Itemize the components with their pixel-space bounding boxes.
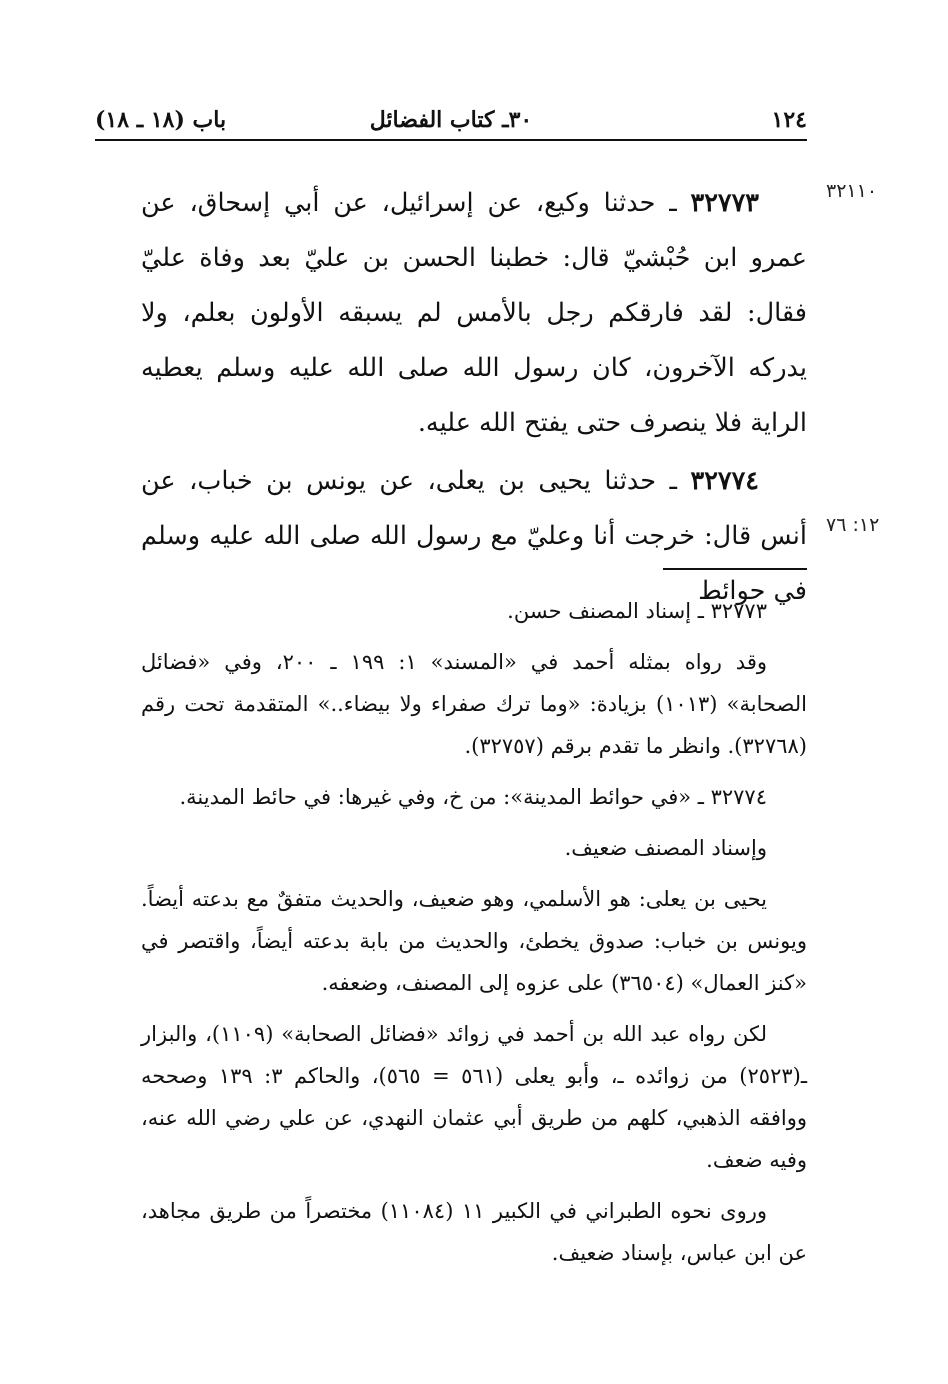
chapter-label: باب (١٨ ـ ١٨) xyxy=(95,107,227,133)
footnotes xyxy=(141,590,807,1283)
hadith-number: ٣٢٧٧٣ xyxy=(690,188,759,218)
hadith-text: ـ حدثنا يحيى بن يعلى، عن يونس بن خباب، عن أنس قال: خرجت أنا وعليّ مع رسول الله صلى الله عليه وسلم في حوائط xyxy=(141,466,807,606)
footnote-divider xyxy=(663,568,807,570)
footnote: لكن رواه عبد الله بن أحمد في زوائد «فضائل الصحابة» (١١٠٩)، والبزار ـ(٢٥٢٣) من زوائده ـ، وأبو يعلى (٥٦١ = ٥٦٥)، والحاكم ٣: ١٣٩ وصححه ووافقه الذهبي، كلهم من طريق أبي عثمان النهدي، عن علي رضي الله عنه، وفيه ضعف. xyxy=(141,1022,807,1172)
page-header xyxy=(95,95,807,141)
footnote: يحيى بن يعلى: هو الأسلمي، وهو ضعيف، والحديث متفقٌ مع بدعته أيضاً. ويونس بن خباب: صدوق يخطئ، والحديث من بابة بدعته أيضاً، واقتصر في «كنز العمال» (٣٦٥٠٤) على عزوه إلى المصنف، وضعفه. xyxy=(141,887,807,995)
hadith-block-1 xyxy=(141,176,807,451)
hadith-paragraph xyxy=(141,176,807,451)
footnote: وإسناد المصنف ضعيف. xyxy=(564,836,767,860)
footnote: وروى نحوه الطبراني في الكبير ١١ (١١٠٨٤) مختصراً من طريق مجاهد، عن ابن عباس، بإسناد ضعيف. xyxy=(141,1199,807,1265)
margin-reference-2: ١٢: ٧٦ xyxy=(826,514,880,536)
footnote: وقد رواه بمثله أحمد في «المسند» ١: ١٩٩ ـ ٢٠٠، وفي «فضائل الصحابة» (١٠١٣) بزيادة: «وما ترك صفراء ولا بيضاء..» المتقدمة تحت رقم (٣٢٧٦٨). وانظر ما تقدم برقم (٣٢٧٥٧). xyxy=(141,650,807,758)
hadith-number: ٣٢٧٧٤ xyxy=(690,466,759,496)
footnote: ٣٢٧٧٣ ـ إسناد المصنف حسن. xyxy=(507,599,767,623)
hadith-text: ـ حدثنا وكيع، عن إسرائيل، عن أبي إسحاق، عن عمرو ابن حُبْشيّ قال: خطبنا الحسن بن عليّ بعد وفاة عليّ فقال: لقد فارقكم رجل بالأمس لم يسبقه الأولون بعلم، ولا يدركه الآخرون، كان رسول الله صلى الله عليه وسلم يعطيه الراية فلا ينصرف حتى يفتح الله عليه. xyxy=(141,188,807,438)
margin-reference-1: ٣٢١١٠ xyxy=(826,180,878,202)
page-number: ١٢٤ xyxy=(771,107,807,133)
book-title: ٣٠ـ كتاب الفضائل xyxy=(369,107,533,133)
footnote: ٣٢٧٧٤ ـ «في حوائط المدينة»: من خ، وفي غيرها: في حائط المدينة. xyxy=(179,785,767,809)
